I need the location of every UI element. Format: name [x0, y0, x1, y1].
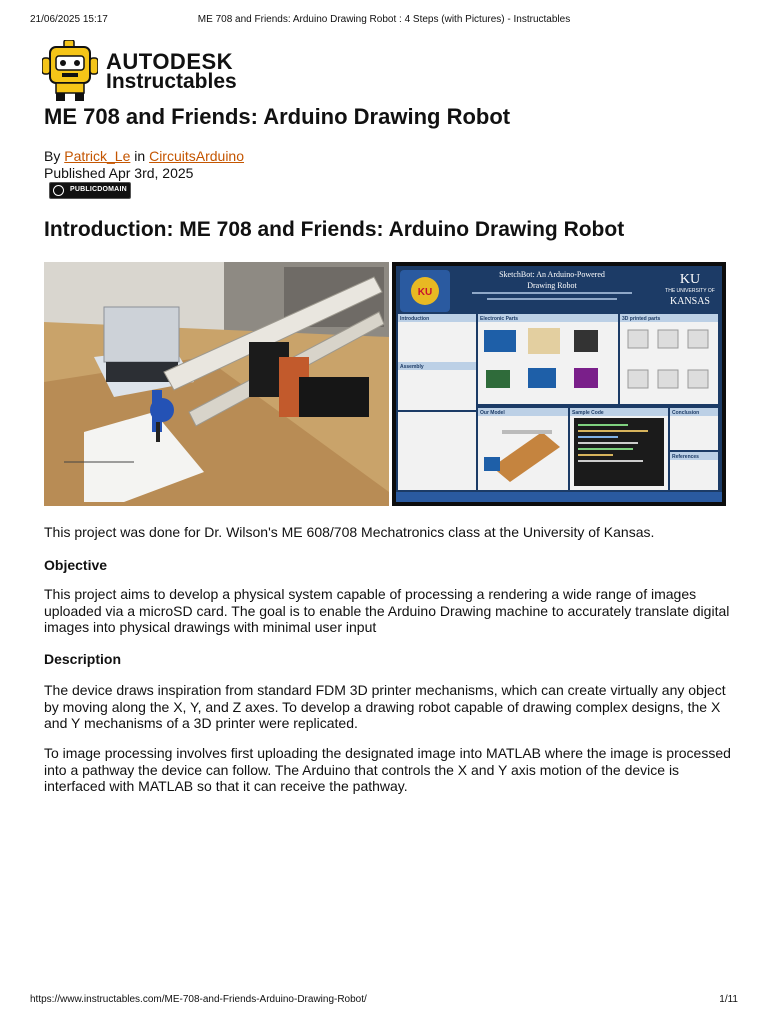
- byline: [44, 148, 244, 165]
- poster-logo-letters: KU: [417, 287, 433, 298]
- objective-heading: Objective: [44, 557, 108, 573]
- poster-sec-code: Sample Code: [572, 410, 604, 416]
- robot-photo-illustration: [44, 262, 389, 506]
- in-label: in: [134, 148, 146, 164]
- print-page-title: ME 708 and Friends: Arduino Drawing Robot : 4 Steps (with Pictures) - Instructables: [197, 14, 571, 25]
- sketchbot-poster[interactable]: [392, 262, 726, 506]
- by-label: By: [44, 148, 61, 164]
- published-date: Published Apr 3rd, 2025: [44, 165, 194, 181]
- brand-autodesk: AUTODESK: [106, 49, 234, 74]
- print-datetime: 21/06/2025 15:17: [30, 14, 108, 25]
- intro-paragraph: This project was done for Dr. Wilson's ME 608/708 Mechatronics class at the University of Kansas.: [44, 524, 655, 540]
- poster-title-line1: SketchBot: An Arduino-Powered: [499, 270, 605, 279]
- category-link[interactable]: CircuitsArduino: [149, 148, 245, 164]
- license-label: PUBLICDOMAIN: [70, 186, 127, 193]
- poster-sec-references: References: [672, 454, 699, 460]
- description-text: The device draws inspiration from standard FDM 3D printer mechanisms, which can create virtually any object by moving along the X, Y, and Z axes. To develop a drawing robot capable of drawing complex designs, the X and Y mechanisms of a 3D printer were replicated.: [44, 682, 726, 731]
- print-url: https://www.instructables.com/ME-708-and-Friends-Arduino-Drawing-Robot/: [30, 994, 367, 1005]
- poster-sec-3d: 3D printed parts: [622, 316, 661, 322]
- license-badge[interactable]: [49, 182, 131, 199]
- poster-sec-intro: Introduction: [400, 316, 430, 322]
- brand-instructables: Instructables: [106, 70, 237, 93]
- print-footer: [30, 994, 738, 1008]
- poster-univ-line1: THE UNIVERSITY OF: [665, 288, 715, 294]
- description-heading: Description: [44, 651, 122, 667]
- processing-text: To image processing involves first uploading the designated image into MATLAB where the image is processed into a pathway the device can follow. The Arduino that controls the X and Y axis motion of the device is interfaced with MATLAB so that it can receive the pathway.: [44, 745, 731, 794]
- author-link[interactable]: Patrick_Le: [64, 148, 131, 164]
- poster-ku-letters: KU: [679, 272, 701, 287]
- poster-sec-assembly: Assembly: [400, 364, 424, 370]
- print-page-number: 1/11: [719, 994, 738, 1005]
- poster-illustration: [392, 262, 726, 506]
- article-title: ME 708 and Friends: Arduino Drawing Robot: [44, 104, 511, 129]
- intro-title: Introduction: ME 708 and Friends: Arduino Drawing Robot: [44, 218, 625, 241]
- poster-univ-line2: KANSAS: [669, 296, 711, 307]
- objective-text: This project aims to develop a physical system capable of processing a rendering a wide range of images uploaded via a microSD card. The goal is to enable the Arduino Drawing machine to accurately translate digital images into physical drawings with minimal user input: [44, 586, 730, 635]
- poster-sec-conclusion: Conclusion: [672, 410, 700, 416]
- poster-sec-model: Our Model: [480, 410, 505, 416]
- poster-title-line2: Drawing Robot: [527, 281, 577, 290]
- print-header: [30, 14, 738, 28]
- instructables-robot-icon: [42, 40, 98, 102]
- public-domain-icon: [53, 185, 64, 196]
- poster-sec-parts: Electronic Parts: [480, 316, 519, 322]
- robot-photo[interactable]: [44, 262, 389, 506]
- instructables-logo[interactable]: [42, 40, 302, 104]
